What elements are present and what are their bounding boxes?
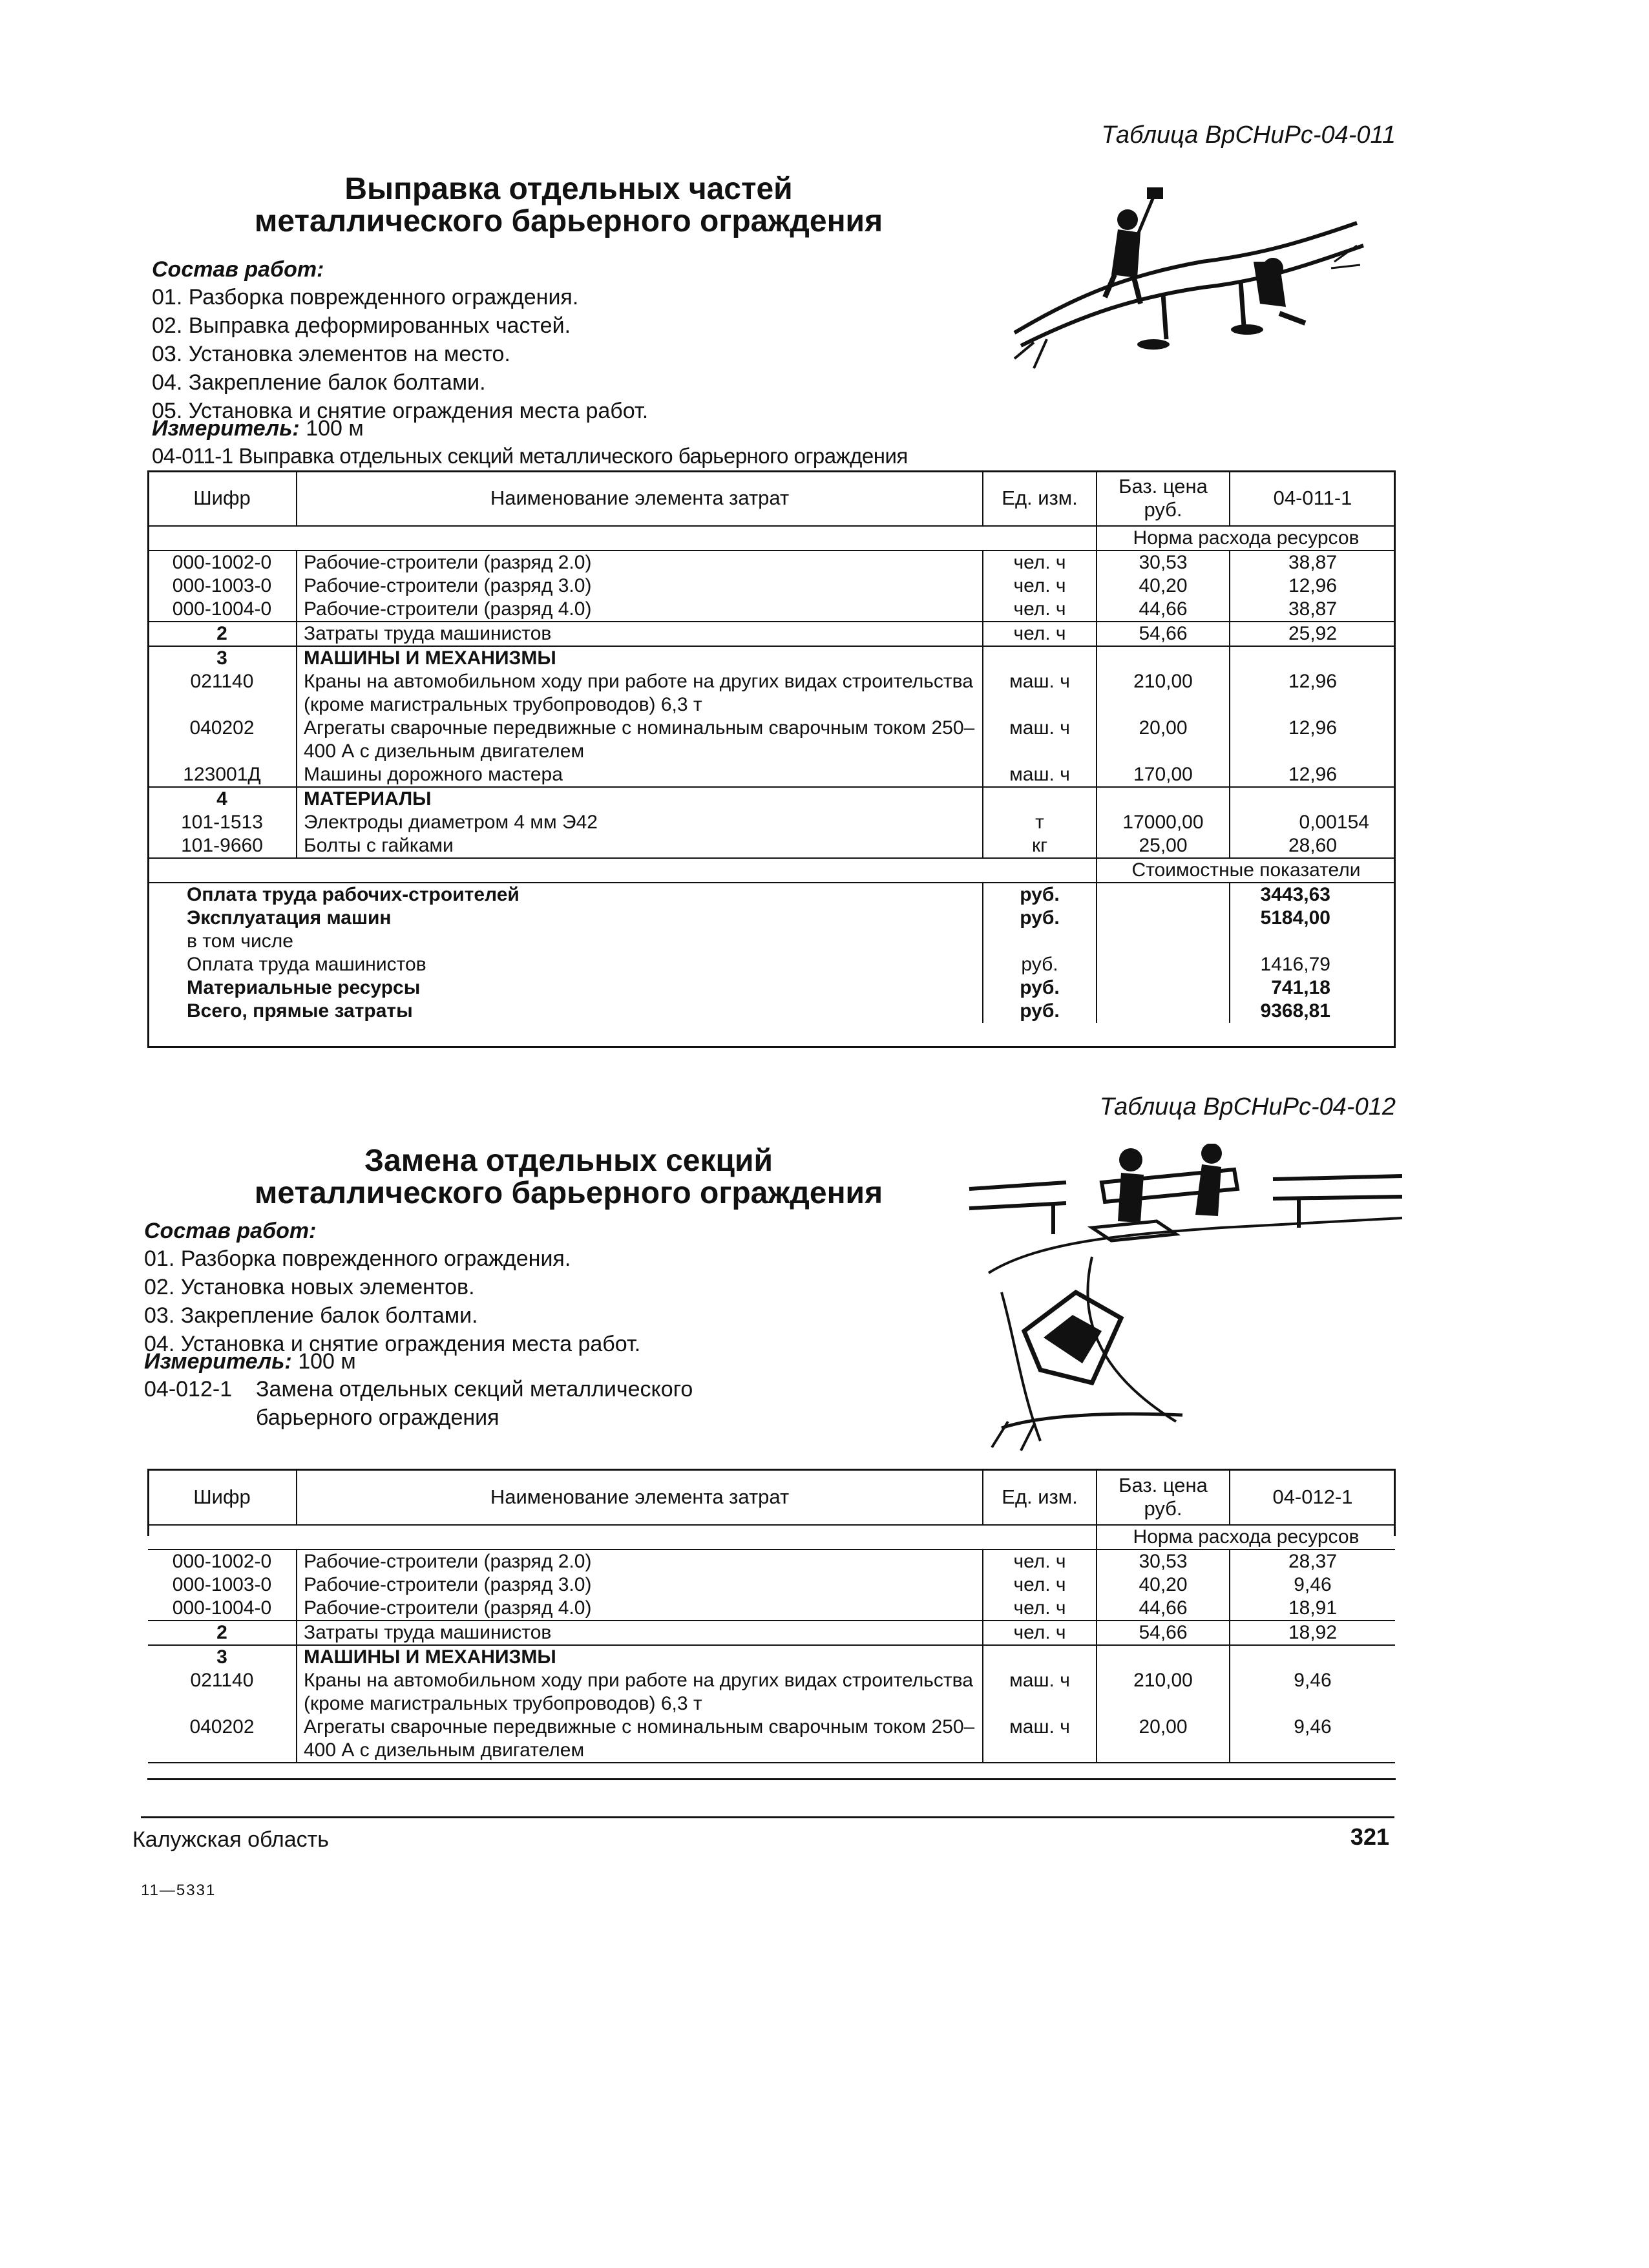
header-norm-code: 04-011-1 [1230,471,1395,526]
row-name: Рабочие-строители (разряд 4.0) [297,1597,983,1621]
table-section-row [148,646,1395,670]
row-price: 170,00 [1097,763,1230,787]
measure-label: Измеритель: [144,1349,292,1374]
table-row [148,1573,1395,1597]
row-code: 000-1003-0 [148,574,297,598]
subtitle-line: Замена отдельных секций металлического [256,1377,693,1402]
table-number: Таблица ВрСНиРс-04-011 [1101,121,1396,149]
section-title [181,173,956,238]
table-header-row [148,471,1395,526]
row-norm: 12,96 [1288,671,1338,692]
row-name: Агрегаты сварочные передвижные с номинальным сварочным током 250–400 А с дизельным двигателем [297,717,983,763]
row-price: 44,66 [1097,598,1230,622]
total-name: Материальные ресурсы [148,976,983,1000]
total-unit: руб. [983,976,1097,1000]
work-item: 02. Выправка деформированных частей. [152,313,571,338]
row-unit: чел. ч [983,1621,1097,1645]
row-name: Рабочие-строители (разряд 2.0) [297,551,983,574]
table-row [148,670,1395,717]
table-row [148,574,1395,598]
table-subtitle [256,1375,837,1432]
row-name: Рабочие-строители (разряд 2.0) [297,1549,983,1573]
total-value: 741,18 [1271,977,1330,998]
row-norm: 28,37 [1288,1551,1338,1572]
title-line: металлического барьерного ограждения [254,1176,883,1210]
row-price: 25,00 [1097,834,1230,858]
row-norm: 38,87 [1230,598,1395,622]
row-unit: чел. ч [983,551,1097,574]
work-item: 02. Установка новых элементов. [144,1275,475,1299]
total-row [148,907,1395,930]
row-price: 44,66 [1097,1597,1230,1621]
norm-label: Норма расхода ресурсов [1097,1525,1395,1549]
row-name: Болты с гайками [297,834,983,858]
total-value: 5184,00 [1260,907,1330,929]
work-item: 01. Разборка поврежденного ограждения. [144,1246,571,1271]
row-code: 000-1004-0 [148,598,297,622]
row-code: 3 [148,646,297,670]
table-number: Таблица ВрСНиРс-04-012 [1099,1093,1396,1120]
header-name: Наименование элемента затрат [297,471,983,526]
row-unit: маш. ч [983,717,1097,763]
row-unit: чел. ч [983,1549,1097,1573]
total-value: 3443,63 [1260,884,1330,905]
row-price: 54,66 [1097,1621,1230,1645]
row-code: 123001Д [148,763,297,787]
title-line: металлического барьерного ограждения [254,204,883,238]
table-row [148,598,1395,622]
table-row [148,1597,1395,1621]
work-item: 01. Разборка поврежденного ограждения. [152,285,579,310]
subtitle-line: барьерного ограждения [256,1405,499,1430]
header-code: Шифр [148,471,297,526]
norms-table [148,1470,1395,1763]
barrier-replacement-illustration [963,1144,1409,1454]
row-price: 54,66 [1097,622,1230,646]
table-row [148,1621,1395,1645]
page-number: 321 [1350,1823,1389,1850]
total-row [148,976,1395,1000]
table-row [148,717,1395,763]
table-section-row [148,787,1395,811]
title-line: Замена отдельных секций [364,1144,773,1178]
row-name: Краны на автомобильном ходу при работе на других видах строительства (кроме магистральных трубопроводов) 6,3 т [297,670,983,717]
barrier-repair-illustration [1008,184,1370,397]
table-row [148,1669,1395,1716]
row-unit: т [983,811,1097,834]
header-name: Наименование элемента затрат [297,1470,983,1525]
total-name: Оплата труда рабочих-строителей [148,883,983,907]
cost-label: Стоимостные показатели [1097,858,1395,883]
row-price: 30,53 [1097,551,1230,574]
row-norm: 9,46 [1294,1670,1332,1691]
row-norm: 18,91 [1230,1597,1395,1621]
row-code: 2 [148,622,297,646]
header-price: Баз. цена руб. [1097,1470,1230,1525]
measure-value: 100 м [306,416,364,441]
total-name: Оплата труда машинистов [148,953,983,976]
table-row [148,551,1395,574]
work-item: 03. Установка элементов на место. [152,342,510,366]
row-unit: чел. ч [983,598,1097,622]
table-row [148,763,1395,787]
row-unit: чел. ч [983,622,1097,646]
row-price: 30,53 [1097,1549,1230,1573]
row-price: 17000,00 [1097,811,1230,834]
row-code: 3 [148,1645,297,1669]
total-value: 9368,81 [1260,1000,1330,1022]
row-unit: кг [983,834,1097,858]
measure-value: 100 м [298,1349,356,1374]
row-code: 000-1002-0 [148,551,297,574]
total-name: Эксплуатация машин [148,907,983,930]
row-unit: маш. ч [983,1669,1097,1716]
total-row [148,883,1395,907]
row-norm: 12,96 [1230,763,1395,787]
row-name: МАТЕРИАЛЫ [297,787,983,811]
print-code: 11—5331 [141,1882,216,1899]
row-price: 40,20 [1097,574,1230,598]
work-composition-label: Состав работ: [144,1219,317,1243]
row-code: 2 [148,1621,297,1645]
row-price: 20,00 [1097,1716,1230,1763]
total-row [148,1000,1395,1023]
header-unit: Ед. изм. [983,471,1097,526]
header-norm-code: 04-012-1 [1230,1470,1395,1525]
total-name: Всего, прямые затраты [148,1000,983,1023]
cost-band-row [148,858,1395,883]
row-norm: 9,46 [1294,1574,1332,1595]
table-header-row [148,1470,1395,1525]
norm-label: Норма расхода ресурсов [1097,526,1395,551]
total-value: 1416,79 [1260,954,1330,975]
row-norm: 25,92 [1230,622,1395,646]
footer-rule [141,1816,1394,1818]
table-section-row [148,1645,1395,1669]
row-norm: 12,96 [1288,575,1338,596]
table-row [148,1716,1395,1763]
table-subtitle: 04-011-1 Выправка отдельных секций металлического барьерного ограждения [152,444,908,468]
work-item: 03. Закрепление балок болтами. [144,1303,478,1328]
total-name: в том числе [148,930,983,953]
row-name: Рабочие-строители (разряд 3.0) [297,574,983,598]
measure [144,1349,356,1374]
row-price: 20,00 [1097,717,1230,763]
row-name: Затраты труда машинистов [297,1621,983,1645]
header-price: Баз. цена руб. [1097,471,1230,526]
row-unit: маш. ч [983,670,1097,717]
row-code: 101-9660 [148,834,297,858]
work-composition-label: Состав работ: [152,257,324,282]
row-name: Затраты труда машинистов [297,622,983,646]
table-row [148,622,1395,646]
row-name: Рабочие-строители (разряд 4.0) [297,598,983,622]
row-name: Электроды диаметром 4 мм Э42 [297,811,983,834]
header-unit: Ед. изм. [983,1470,1097,1525]
total-unit: руб. [983,883,1097,907]
row-norm: 9,46 [1230,1716,1395,1763]
row-norm: 0,00154 [1299,812,1369,833]
row-code: 4 [148,787,297,811]
row-norm: 12,96 [1288,717,1338,739]
work-item: 05. Установка и снятие ограждения места работ. [152,399,649,423]
total-unit: руб. [983,953,1097,976]
measure [152,416,364,441]
norm-band-row [148,1525,1395,1549]
table-row [148,834,1395,858]
row-code: 040202 [148,1716,297,1763]
row-code: 000-1002-0 [148,1549,297,1573]
row-price: 210,00 [1097,670,1230,717]
total-unit: руб. [983,907,1097,930]
total-row [148,930,1395,953]
total-unit: руб. [983,1000,1097,1023]
row-name: Рабочие-строители (разряд 3.0) [297,1573,983,1597]
row-code: 000-1004-0 [148,1597,297,1621]
row-code: 101-1513 [148,811,297,834]
row-price: 210,00 [1097,1669,1230,1716]
row-norm: 38,87 [1288,552,1338,573]
row-unit: маш. ч [983,1716,1097,1763]
row-name: Краны на автомобильном ходу при работе на других видах строительства (кроме магистральных трубопроводов) 6,3 т [297,1669,983,1716]
norms-table [148,471,1395,1023]
table-row [148,811,1395,834]
row-name: Агрегаты сварочные передвижные с номинальным сварочным током 250–400 А с дизельным двигателем [297,1716,983,1763]
work-item: 04. Установка и снятие ограждения места работ. [144,1332,641,1356]
row-code: 040202 [148,717,297,763]
row-name: Машины дорожного мастера [297,763,983,787]
row-code: 021140 [148,670,297,717]
footer-region: Калужская область [132,1827,329,1852]
measure-label: Измеритель: [152,416,300,441]
row-name: МАШИНЫ И МЕХАНИЗМЫ [297,1645,983,1669]
title-line: Выправка отдельных частей [344,172,793,206]
table-subtitle-code: 04-012-1 [144,1377,233,1402]
table-bottom-rule [147,1778,1396,1780]
work-list [152,283,1056,425]
row-norm: 18,92 [1230,1621,1395,1645]
work-list [144,1244,984,1358]
row-norm: 28,60 [1230,834,1395,858]
total-row [148,953,1395,976]
row-code: 000-1003-0 [148,1573,297,1597]
row-price: 40,20 [1097,1573,1230,1597]
row-unit: чел. ч [983,1573,1097,1597]
row-code: 021140 [148,1669,297,1716]
row-unit: чел. ч [983,574,1097,598]
row-unit: маш. ч [983,763,1097,787]
table-row [148,1549,1395,1573]
norm-band-row [148,526,1395,551]
section-title [181,1145,956,1210]
work-item: 04. Закрепление балок болтами. [152,370,486,395]
row-unit: чел. ч [983,1597,1097,1621]
row-name: МАШИНЫ И МЕХАНИЗМЫ [297,646,983,670]
header-code: Шифр [148,1470,297,1525]
